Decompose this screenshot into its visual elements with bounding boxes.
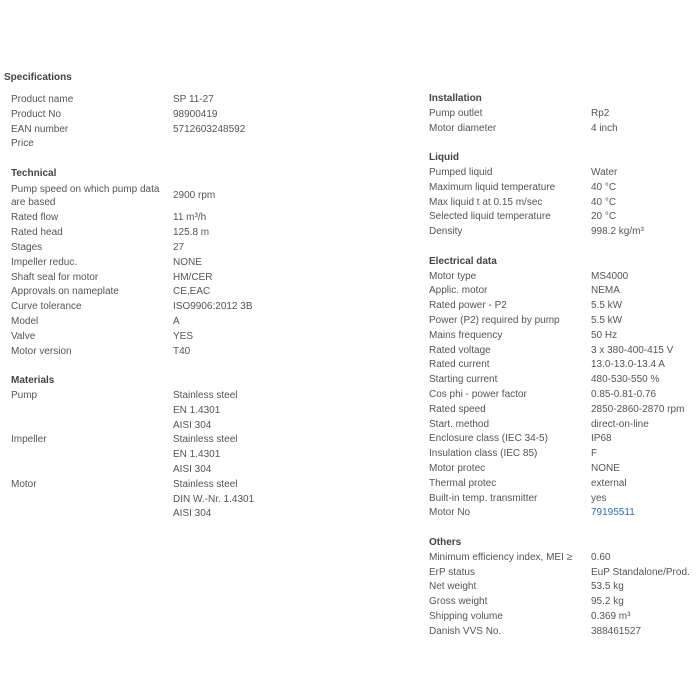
spec-value: 5.5 kW (591, 300, 623, 312)
spec-row (429, 462, 700, 477)
spec-row (11, 315, 311, 330)
spec-label: Selected liquid temperature (429, 211, 551, 223)
spec-row (429, 196, 700, 211)
spec-value: SP 11-27 (173, 94, 214, 105)
spec-row (429, 403, 700, 418)
spec-label: Pumped liquid (429, 166, 493, 178)
spec-row (11, 389, 311, 433)
spec-label: Rated speed (429, 403, 486, 415)
spec-row (429, 610, 700, 625)
spec-value: 11 m³/h (173, 212, 207, 224)
spec-value: CE,EAC (173, 286, 211, 298)
spec-label: Maximum liquid temperature (429, 181, 556, 193)
spec-row (429, 299, 700, 314)
spec-label: Rated flow (11, 212, 59, 224)
spec-row (429, 551, 700, 566)
section-title-installation: Installation (429, 93, 482, 104)
spec-label: EAN number (11, 123, 69, 135)
spec-value: 20 °C (591, 211, 617, 223)
spec-row (429, 388, 700, 403)
spec-value: 3 x 380-400-415 V (591, 344, 674, 356)
spec-row (11, 478, 311, 522)
spec-label: Max liquid t at 0.15 m/sec (429, 196, 543, 208)
spec-value (173, 137, 311, 152)
spec-row (11, 137, 311, 152)
spec-row (429, 314, 700, 329)
spec-label: Cos phi - power factor (429, 388, 527, 400)
spec-label: Shaft seal for motor (11, 271, 99, 283)
spec-value: 388461527 (591, 625, 642, 637)
spec-label: Rated current (429, 359, 490, 371)
spec-label: Shipping volume (429, 610, 503, 622)
spec-value: NONE (173, 256, 202, 268)
spec-value: F (591, 448, 598, 460)
spec-label: Density (429, 226, 463, 238)
spec-row (11, 271, 311, 286)
section-title-technical: Technical (11, 167, 57, 179)
spec-value: 0.60 (591, 551, 611, 563)
spec-label: Stages (11, 241, 43, 253)
spec-value-line: Stainless steel (173, 434, 238, 446)
spec-value: IP68 (591, 433, 612, 445)
spec-value: 480-530-550 % (591, 374, 660, 386)
spec-row (11, 226, 311, 241)
spec-label: Insulation class (IEC 85) (429, 448, 538, 460)
spec-label: Approvals on nameplate (11, 286, 119, 298)
spec-label: Thermal protec (429, 477, 497, 489)
spec-value: 98900419 (173, 108, 218, 120)
spec-row (429, 477, 700, 492)
spec-label: Impeller (11, 434, 47, 446)
page-title: Specifications (4, 72, 72, 83)
spec-label: Motor diameter (429, 122, 497, 134)
spec-value: 2850-2860-2870 rpm (591, 403, 685, 415)
spec-label: Starting current (429, 374, 498, 386)
spec-label: Motor No (429, 507, 471, 519)
spec-label: Enclosure class (IEC 34-5) (429, 433, 548, 445)
spec-value (173, 478, 311, 522)
spec-value-line: AISI 304 (173, 463, 212, 475)
materials-section (11, 374, 311, 522)
spec-row (429, 225, 700, 240)
right-column (429, 92, 700, 654)
spec-label: Pump (11, 389, 38, 401)
spec-row (11, 108, 311, 123)
spec-value: external (591, 477, 627, 489)
spec-row (429, 418, 700, 433)
liquid-section (429, 151, 700, 240)
spec-value: T40 (173, 345, 191, 357)
spec-row (429, 492, 700, 507)
spec-value: 53.5 kg (591, 581, 624, 593)
spec-row (11, 123, 311, 138)
spec-label: Motor type (429, 270, 477, 282)
spec-value (173, 389, 311, 433)
spec-value: Water (591, 166, 618, 178)
spec-label: Rated voltage (429, 344, 491, 356)
spec-value-line: AISI 304 (173, 508, 212, 520)
spec-value-line: Stainless steel (173, 478, 238, 490)
spec-row (429, 432, 700, 447)
spec-value: 27 (173, 241, 185, 253)
spec-label: Mains frequency (429, 329, 503, 341)
spec-row (429, 447, 700, 462)
spec-value (173, 433, 311, 477)
spec-label: Model (11, 315, 39, 327)
spec-value: 4 inch (591, 122, 618, 134)
spec-value: 5.5 kW (591, 314, 623, 326)
spec-label: Applic. motor (429, 285, 488, 297)
spec-label: Product No (11, 108, 62, 120)
spec-row (429, 284, 700, 299)
spec-row (429, 344, 700, 359)
spec-row (11, 345, 311, 360)
spec-label: Power (P2) required by pump (429, 314, 560, 326)
spec-label: Built-in temp. transmitter (429, 492, 538, 504)
spec-value: YES (173, 330, 194, 342)
spec-row (429, 270, 700, 285)
spec-value: HM/CER (173, 271, 213, 283)
spec-value: 40 °C (591, 181, 617, 193)
spec-label: Curve tolerance (11, 301, 82, 313)
spec-row (429, 210, 700, 225)
spec-value: 0.369 m³ (591, 610, 631, 622)
spec-value-line: EN 1.4301 (173, 449, 221, 461)
spec-row (11, 285, 311, 300)
spec-value: 40 °C (591, 196, 617, 208)
spec-value-line: AISI 304 (173, 419, 212, 431)
spec-label: Valve (11, 330, 36, 342)
spec-row (429, 373, 700, 388)
spec-label: Motor protec (429, 462, 486, 474)
spec-row (429, 122, 700, 137)
spec-value-line: DIN W.-Nr. 1.4301 (173, 493, 255, 505)
spec-label: Danish VVS No. (429, 625, 502, 637)
spec-value: 5712603248592 (173, 123, 246, 135)
product-section (11, 93, 311, 152)
spec-row (429, 358, 700, 373)
spec-value: 998.2 kg/m³ (591, 226, 644, 238)
section-title-materials: Materials (11, 375, 55, 387)
spec-value: ISO9906:2012 3B (173, 301, 253, 313)
spec-label: Start. method (429, 418, 490, 430)
spec-value-line: Stainless steel (173, 389, 238, 401)
spec-label: Motor version (11, 345, 72, 357)
spec-value: NONE (591, 462, 620, 474)
spec-row (429, 329, 700, 344)
spec-value: 0.85-0.81-0.76 (591, 388, 657, 400)
spec-value (591, 506, 700, 521)
spec-label: Impeller reduc. (11, 256, 78, 268)
spec-row (11, 256, 311, 271)
spec-row (429, 166, 700, 181)
spec-value: 2900 rpm (173, 190, 216, 202)
spec-value: 50 Hz (591, 329, 618, 341)
motor-no-link[interactable]: 79195511 (591, 507, 635, 519)
electrical-section (429, 255, 700, 521)
spec-row (429, 580, 700, 595)
spec-label: Minimum efficiency index, MEI ≥ (429, 551, 573, 563)
spec-value: 95.2 kg (591, 596, 624, 608)
others-section (429, 536, 700, 640)
spec-value: 13.0-13.0-13.4 A (591, 359, 665, 371)
spec-label: Product name (11, 94, 74, 105)
spec-row (11, 330, 311, 345)
spec-label: Pump outlet (429, 107, 483, 119)
spec-row (11, 211, 311, 226)
spec-row (429, 506, 700, 521)
spec-value-line: EN 1.4301 (173, 404, 221, 416)
spec-row (11, 300, 311, 315)
spec-row (11, 241, 311, 256)
spec-value: direct-on-line (591, 418, 649, 430)
spec-label: Gross weight (429, 596, 488, 608)
spec-label: Rated power - P2 (429, 300, 507, 312)
spec-value: yes (591, 492, 607, 504)
left-column (11, 93, 311, 537)
spec-value: Rp2 (591, 107, 610, 119)
spec-value: MS4000 (591, 270, 629, 282)
spec-label: ErP status (429, 566, 475, 578)
installation-section (429, 92, 700, 136)
spec-label: Rated head (11, 227, 63, 239)
spec-row (11, 433, 311, 477)
spec-label: Pump speed on which pump data are based (11, 184, 160, 208)
spec-row (429, 595, 700, 610)
spec-row (429, 625, 700, 640)
spec-label: Motor (11, 478, 37, 490)
section-title-others: Others (429, 536, 462, 548)
section-title-liquid: Liquid (429, 152, 459, 164)
spec-label: Net weight (429, 581, 477, 593)
spec-row (429, 107, 700, 122)
section-title-electrical: Electrical data (429, 255, 497, 267)
spec-row (11, 182, 311, 212)
spec-row (429, 181, 700, 196)
spec-value: EuP Standalone/Prod. (591, 566, 690, 578)
spec-row (11, 93, 311, 108)
spec-value: A (173, 315, 180, 327)
spec-value: NEMA (591, 285, 620, 297)
technical-section (11, 167, 311, 359)
spec-label: Price (11, 138, 34, 150)
spec-row (429, 566, 700, 581)
spec-value: 125.8 m (173, 227, 210, 239)
